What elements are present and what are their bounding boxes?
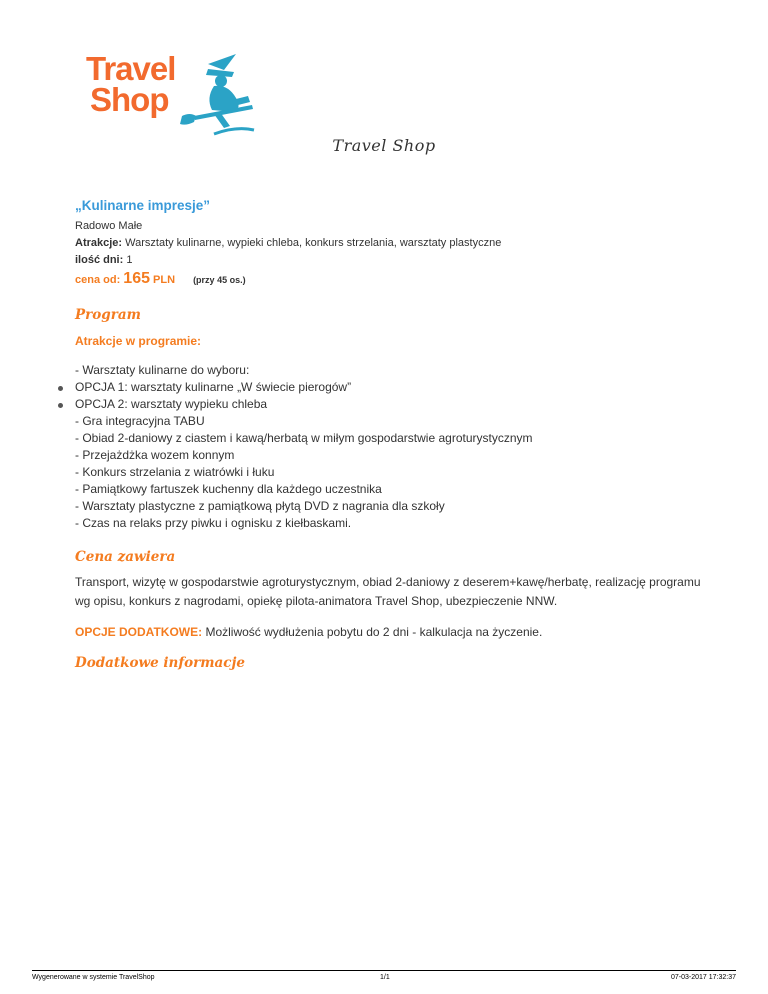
program-item-text: - Czas na relaks przy piwku i ognisku z kiełbaskami. xyxy=(75,516,352,530)
program-item xyxy=(75,447,533,464)
program-item xyxy=(75,498,533,515)
program-subheading: Atrakcje w programie: xyxy=(75,334,202,348)
brand-title: Travel Shop xyxy=(332,136,436,155)
offer-attractions xyxy=(75,235,501,252)
program-item-text: - Obiad 2-daniowy z ciastem i kawą/herbatą w miłym gospodarstwie agroturystycznym xyxy=(75,431,533,445)
footer-page-number: 1/1 xyxy=(380,974,390,981)
program-item-text: - Przejażdżka wozem konnym xyxy=(75,448,235,462)
program-item-text: - Konkurs strzelania z wiatrówki i łuku xyxy=(75,465,275,479)
footer-generated: Wygenerowane w systemie TravelShop xyxy=(32,974,155,981)
additional-options xyxy=(75,625,542,639)
logo-swoosh xyxy=(214,129,254,134)
program-item xyxy=(75,362,533,379)
offer-title: „Kulinarne impresje” xyxy=(75,198,211,213)
options-text: Możliwość wydłużenia pobytu do 2 dni - kalkulacja na życzenie. xyxy=(202,625,543,639)
travel-shop-logo xyxy=(86,50,256,140)
program-item xyxy=(75,379,533,396)
program-item-text: OPCJA 1: warsztaty kulinarne „W świecie pierogów” xyxy=(75,380,352,394)
price-label: cena od: xyxy=(75,274,124,286)
page-footer xyxy=(32,970,736,985)
bullet-icon xyxy=(58,403,63,408)
witch-icon xyxy=(180,54,253,128)
program-item xyxy=(75,396,533,413)
program-item xyxy=(75,413,533,430)
logo-text-shop: Shop xyxy=(90,81,169,118)
attractions-label: Atrakcje: xyxy=(75,237,123,249)
price-includes-text: Transport, wizytę w gospodarstwie agroturystycznym, obiad 2-daniowy z deserem+kawę/herbatę, realizację programu wg opisu, konkurs z nagrodami, opiekę pilota-animatora Travel Shop, ubezpieczenie NNW. xyxy=(75,575,701,608)
offer-price xyxy=(75,270,501,288)
program-item xyxy=(75,464,533,481)
options-label: OPCJE DODATKOWE: xyxy=(75,625,203,639)
program-item-text: - Warsztaty kulinarne do wyboru: xyxy=(75,363,250,377)
offer-days xyxy=(75,252,501,269)
logo-text-travel: Travel xyxy=(86,50,176,87)
offer-summary xyxy=(75,198,501,288)
price-includes-heading: Cena zawiera xyxy=(75,549,176,565)
price-note: (przy 45 os.) xyxy=(193,275,246,285)
price-value: 165 xyxy=(123,270,150,287)
price-currency: PLN xyxy=(150,274,176,286)
additional-info-heading: Dodatkowe informacje xyxy=(75,655,245,671)
bullet-icon xyxy=(58,386,63,391)
attractions-value: Warsztaty kulinarne, wypieki chleba, konkurs strzelania, warsztaty plastyczne xyxy=(122,237,502,249)
program-item-text: - Warsztaty plastyczne z pamiątkową płytą DVD z nagrania dla szkoły xyxy=(75,499,445,513)
program-item xyxy=(75,481,533,498)
footer-timestamp: 07-03-2017 17:32:37 xyxy=(671,974,736,981)
program-item-text: OPCJA 2: warsztaty wypieku chleba xyxy=(75,397,268,411)
days-label: ilość dni: xyxy=(75,254,124,266)
days-value: 1 xyxy=(123,254,133,266)
program-heading: Program xyxy=(75,307,141,323)
program-item-text: - Pamiątkowy fartuszek kuchenny dla każdego uczestnika xyxy=(75,482,382,496)
program-item xyxy=(75,515,533,532)
program-item xyxy=(75,430,533,447)
program-item-text: - Gra integracyjna TABU xyxy=(75,414,205,428)
offer-location: Radowo Małe xyxy=(75,220,143,232)
program-list xyxy=(75,362,533,532)
